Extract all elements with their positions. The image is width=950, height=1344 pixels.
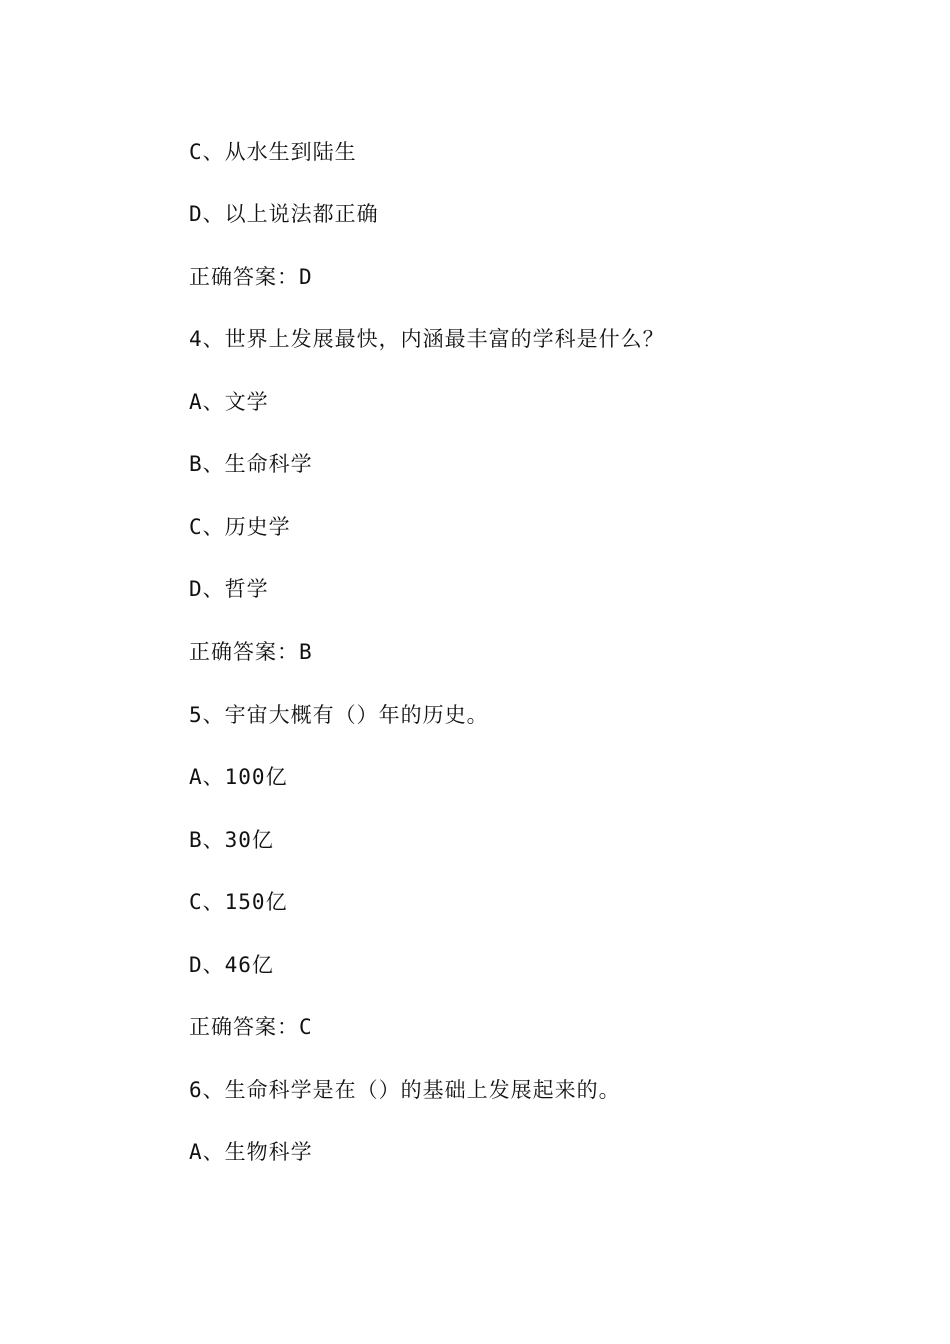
question-5: 5、宇宙大概有（）年的历史。 xyxy=(189,703,489,727)
option-d-q5: D、46亿 xyxy=(189,953,274,977)
option-b-q4: B、生命科学 xyxy=(189,452,313,476)
option-d-q4: D、哲学 xyxy=(189,577,269,601)
answer-q3: 正确答案：D xyxy=(189,265,313,289)
question-6: 6、生命科学是在（）的基础上发展起来的。 xyxy=(189,1078,621,1102)
option-c-q3: C、从水生到陆生 xyxy=(189,140,357,164)
option-d-q3: D、以上说法都正确 xyxy=(189,202,379,226)
option-a-q6: A、生物科学 xyxy=(189,1140,313,1164)
option-a-q4: A、文学 xyxy=(189,390,269,414)
option-c-q5: C、150亿 xyxy=(189,890,288,914)
option-a-q5: A、100亿 xyxy=(189,765,288,789)
answer-q5: 正确答案：C xyxy=(189,1015,313,1039)
option-c-q4: C、历史学 xyxy=(189,515,291,539)
answer-q4: 正确答案：B xyxy=(189,640,313,664)
option-b-q5: B、30亿 xyxy=(189,828,274,852)
question-4: 4、世界上发展最快，内涵最丰富的学科是什么？ xyxy=(189,327,665,351)
